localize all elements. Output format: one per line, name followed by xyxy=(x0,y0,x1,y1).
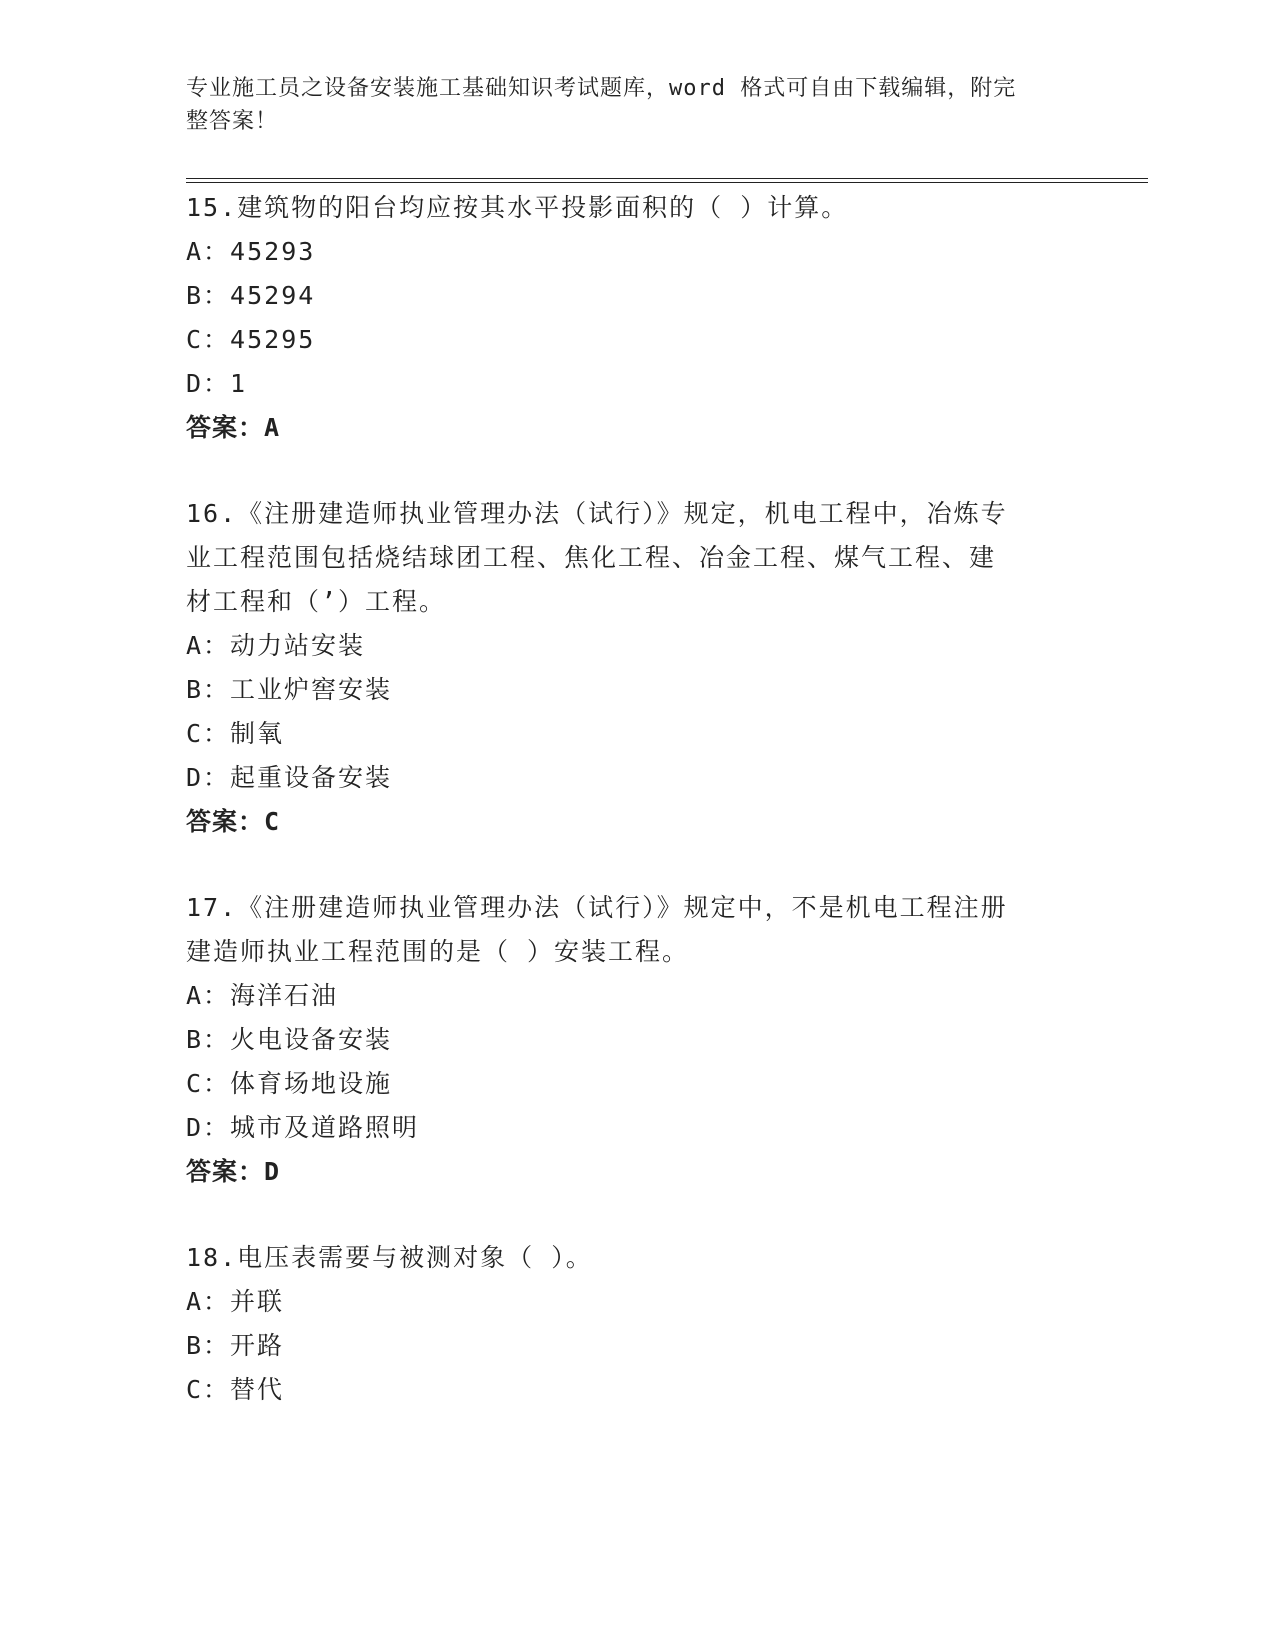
question-17-option-a: A：海洋石油 xyxy=(186,981,339,1010)
question-17-answer: 答案：D xyxy=(186,1157,281,1186)
question-17-option-d: D：城市及道路照明 xyxy=(186,1113,420,1142)
question-18-option-c: C：替代 xyxy=(186,1375,285,1404)
question-16-answer: 答案：C xyxy=(186,807,281,836)
question-15-answer: 答案：A xyxy=(186,413,281,442)
question-17-stem-line-2: 建造师执业工程范围的是（ ）安装工程。 xyxy=(186,937,690,966)
question-16-stem-line-2: 业工程范围包括烧结球团工程、焦化工程、冶金工程、煤气工程、建 xyxy=(186,543,997,572)
question-18-stem-line-1: 18.电压表需要与被测对象（ ）。 xyxy=(186,1243,593,1272)
header-divider-top xyxy=(186,178,1148,179)
question-17-option-b: B：火电设备安装 xyxy=(186,1025,393,1054)
question-16-stem-line-1: 16.《注册建造师执业管理办法（试行）》规定，机电工程中，冶炼专 xyxy=(186,499,1008,528)
question-18-option-a: A：并联 xyxy=(186,1287,285,1316)
question-16-option-d: D：起重设备安装 xyxy=(186,763,393,792)
question-15-stem-line-1: 15.建筑物的阳台均应按其水平投影面积的（ ）计算。 xyxy=(186,193,849,222)
question-15-option-d: D：1 xyxy=(186,369,248,398)
document-header xyxy=(186,72,1066,138)
header-line-2: 整答案！ xyxy=(186,109,279,134)
header-line-1: 专业施工员之设备安装施工基础知识考试题库，word 格式可自由下载编辑，附完 xyxy=(186,76,1017,101)
question-15-option-a: A：45293 xyxy=(186,237,316,266)
question-15-option-c: C：45295 xyxy=(186,325,316,354)
question-18-option-b: B：开路 xyxy=(186,1331,285,1360)
question-17-option-c: C：体育场地设施 xyxy=(186,1069,393,1098)
question-17-stem-line-1: 17.《注册建造师执业管理办法（试行）》规定中，不是机电工程注册 xyxy=(186,893,1008,922)
question-15-option-b: B：45294 xyxy=(186,281,316,310)
question-16-stem-line-3: 材工程和（’）工程。 xyxy=(186,587,447,616)
header-divider-bottom xyxy=(186,182,1148,183)
question-16-option-a: A：动力站安装 xyxy=(186,631,366,660)
question-16-option-c: C：制氧 xyxy=(186,719,285,748)
question-16-option-b: B：工业炉窖安装 xyxy=(186,675,393,704)
